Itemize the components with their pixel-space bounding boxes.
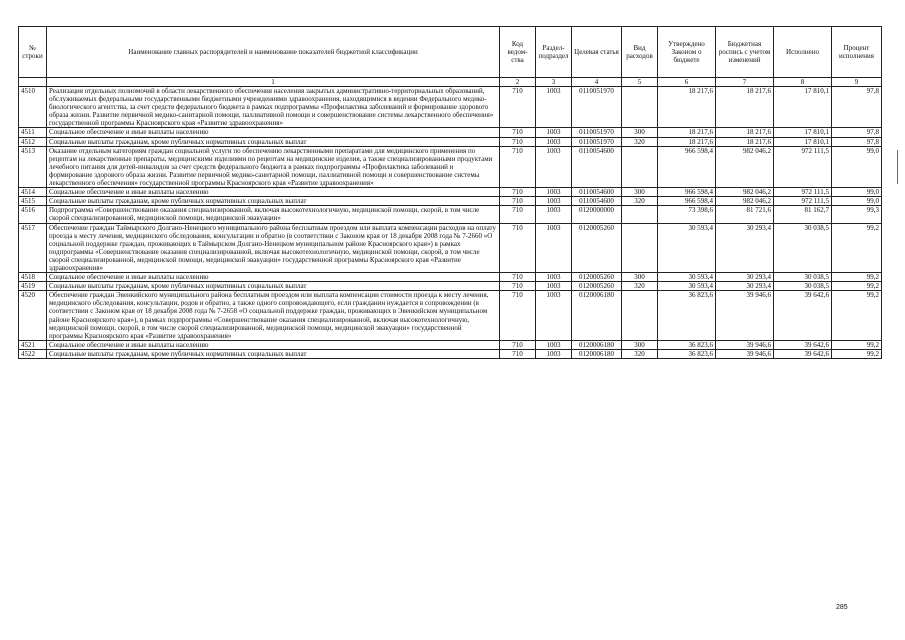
section-cell: 1003 [536,223,572,273]
target-article-cell: 0120006180 [572,349,622,358]
executed-amount-cell: 972 111,5 [774,188,832,197]
row-name-cell: Реализация отдельных полномочий в области лекарственного обеспечения населения закрытых административно-территориальных образований, обслуживаемых федеральными государственными бюджетными учреждениями здравоохранения, находящимися в ведении Федерального медико-биологического агентства, за счет средств федерального бюджета в рамках подпрограммы «Профилактика заболеваний и формирование здорового образа жизни. Развитие первичной медико-санитарной помощи, паллиативной помощи и совершенствование системы лекарственного обеспечения» государственной программы Красноярского края «Развитие здравоохранения» [47,87,500,128]
row-number-cell: 4519 [19,282,47,291]
section-cell: 1003 [536,282,572,291]
approved-amount-cell: 36 823,6 [658,349,716,358]
row-name-cell: Социальные выплаты гражданам, кроме публичных нормативных социальных выплат [47,137,500,146]
approved-amount-cell: 30 593,4 [658,282,716,291]
dept-code-cell: 710 [500,282,536,291]
row-number-cell: 4517 [19,223,47,273]
approved-amount-cell: 966 598,4 [658,188,716,197]
schedule-amount-cell: 982 046,2 [716,197,774,206]
schedule-amount-cell: 18 217,6 [716,137,774,146]
executed-amount-cell: 17 810,1 [774,137,832,146]
dept-code-cell: 710 [500,197,536,206]
table-body [19,87,882,359]
dept-code-cell: 710 [500,291,536,341]
percent-cell: 97,8 [832,87,882,128]
table-row [19,282,882,291]
column-number: 2 [500,78,536,87]
executed-amount-cell: 972 111,5 [774,146,832,187]
row-name-cell: Обеспечение граждан Таймырского Долгано-Ненецкого муниципального района бесплатным проездом или выплата компенсации расходов на оплату проезда к месту лечения, медицинского обследования, консультации и обратно (в соответствии с Законом края от 18 декабря 2008 года № 7-2660 «О социальной поддержке граждан, проживающих в Таймырском Долгано-Ненецком муниципальном районе Красноярского края») в рамках подпрограммы «Совершенствование оказания специализированной, включая высокотехнологичную, медицинской помощи, скорой, в том числе скорой специализированной, медицинской помощи, медицинской эвакуации» государственной программы Красноярского края «Развитие здравоохранения» [47,223,500,273]
table-row [19,87,882,128]
executed-amount-cell: 17 810,1 [774,87,832,128]
schedule-amount-cell: 39 946,6 [716,291,774,341]
row-number-cell: 4512 [19,137,47,146]
column-number-row [19,78,882,87]
row-number-cell: 4516 [19,206,47,223]
dept-code-cell: 710 [500,349,536,358]
row-number-cell: 4514 [19,188,47,197]
column-number: 7 [716,78,774,87]
target-article-cell: 0110054600 [572,188,622,197]
row-name-cell: Социальные выплаты гражданам, кроме публичных нормативных социальных выплат [47,197,500,206]
target-article-cell: 0120006180 [572,340,622,349]
expense-kind-cell: 300 [622,188,658,197]
expense-kind-cell [622,146,658,187]
column-number: 8 [774,78,832,87]
target-article-cell: 0110054600 [572,197,622,206]
expense-kind-cell [622,206,658,223]
percent-cell: 99,0 [832,188,882,197]
expense-kind-cell: 320 [622,137,658,146]
column-number: 9 [832,78,882,87]
column-number: 5 [622,78,658,87]
percent-cell: 99,2 [832,291,882,341]
executed-amount-cell: 39 642,6 [774,349,832,358]
schedule-amount-cell: 18 217,6 [716,87,774,128]
percent-cell: 99,2 [832,273,882,282]
expense-kind-cell: 300 [622,340,658,349]
header-target-article: Целевая статья [572,27,622,78]
executed-amount-cell: 30 038,5 [774,273,832,282]
row-number-cell: 4513 [19,146,47,187]
table-row [19,273,882,282]
header-executed: Исполнено [774,27,832,78]
table-row [19,349,882,358]
scan-edge-mark [897,150,898,184]
row-number-cell: 4511 [19,128,47,137]
percent-cell: 99,0 [832,146,882,187]
target-article-cell: 0110051970 [572,137,622,146]
executed-amount-cell: 17 810,1 [774,128,832,137]
header-expense-kind: Вид расходов [622,27,658,78]
column-number [19,78,47,87]
executed-amount-cell: 972 111,5 [774,197,832,206]
table-row [19,223,882,273]
executed-amount-cell: 81 162,7 [774,206,832,223]
dept-code-cell: 710 [500,340,536,349]
schedule-amount-cell: 18 217,6 [716,128,774,137]
approved-amount-cell: 18 217,6 [658,87,716,128]
header-approved: Утверждено Законом о бюджете [658,27,716,78]
expense-kind-cell: 320 [622,197,658,206]
dept-code-cell: 710 [500,87,536,128]
section-cell: 1003 [536,349,572,358]
schedule-amount-cell: 39 946,6 [716,340,774,349]
section-cell: 1003 [536,197,572,206]
row-name-cell: Обеспечение граждан Эвенкийского муниципального района бесплатным проездом или выплата компенсации стоимости проезда к месту лечения, медицинского обследования, консультации, родов и обратно, а также одного сопровождающего, если гражданин нуждается в сопровождении (в соответствии с Законом края от 18 декабря 2008 года № 7-2658 «О социальной поддержке граждан, проживающих в Эвенкийском муниципальном районе Красноярского края»), в рамках подпрограммы «Совершенствование оказания специализированной, включая высокотехнологичную, медицинской помощи, скорой, в том числе скорой специализированной, медицинской помощи, медицинской эвакуации» государственной программы Красноярского края «Развитие здравоохранения» [47,291,500,341]
row-name-cell: Оказание отдельным категориям граждан социальной услуги по обеспечению лекарственными препаратами для медицинского применения по рецептам на лекарственные препараты, медицинскими изделиями по рецептам на медицинские изделия, а также специализированными продуктами лечебного питания для детей-инвалидов за счет средств федерального бюджета в рамках подпрограммы «Профилактика заболеваний и формирование здорового образа жизни. Развитие первичной медико-санитарной помощи, паллиативной помощи и совершенствование системы лекарственного обеспечения» государственной программы Красноярского края «Развитие здравоохранения» [47,146,500,187]
column-number: 1 [47,78,500,87]
schedule-amount-cell: 30 293,4 [716,223,774,273]
dept-code-cell: 710 [500,188,536,197]
section-cell: 1003 [536,87,572,128]
header-schedule: Бюджетная роспись с учетом изменений [716,27,774,78]
section-cell: 1003 [536,273,572,282]
table-row [19,137,882,146]
percent-cell: 99,0 [832,197,882,206]
table-row [19,128,882,137]
section-cell: 1003 [536,188,572,197]
column-number: 4 [572,78,622,87]
target-article-cell: 0120006180 [572,291,622,341]
row-name-cell: Социальное обеспечение и иные выплаты населению [47,340,500,349]
row-name-cell: Социальное обеспечение и иные выплаты населению [47,128,500,137]
schedule-amount-cell: 30 293,4 [716,273,774,282]
row-name-cell: Социальное обеспечение и иные выплаты населению [47,188,500,197]
column-number: 6 [658,78,716,87]
target-article-cell: 0110051970 [572,128,622,137]
dept-code-cell: 710 [500,273,536,282]
approved-amount-cell: 36 823,6 [658,340,716,349]
section-cell: 1003 [536,340,572,349]
target-article-cell: 0110051970 [572,87,622,128]
expense-kind-cell: 320 [622,282,658,291]
expense-kind-cell: 320 [622,349,658,358]
table-row [19,340,882,349]
row-name-cell: Социальные выплаты гражданам, кроме публичных нормативных социальных выплат [47,349,500,358]
approved-amount-cell: 30 593,4 [658,223,716,273]
percent-cell: 97,8 [832,137,882,146]
section-cell: 1003 [536,206,572,223]
percent-cell: 99,2 [832,340,882,349]
dept-code-cell: 710 [500,137,536,146]
schedule-amount-cell: 982 046,2 [716,146,774,187]
approved-amount-cell: 30 593,4 [658,273,716,282]
approved-amount-cell: 73 398,6 [658,206,716,223]
target-article-cell: 0110054600 [572,146,622,187]
row-name-cell: Социальное обеспечение и иные выплаты населению [47,273,500,282]
row-number-cell: 4515 [19,197,47,206]
schedule-amount-cell: 81 721,6 [716,206,774,223]
row-name-cell: Подпрограмма «Совершенствование оказания специализированной, включая высокотехнологичную, медицинской помощи, скорой, в том числе скорой специализированной, медицинской помощи, медицинской эвакуации» [47,206,500,223]
section-cell: 1003 [536,291,572,341]
table-row [19,146,882,187]
table-row [19,197,882,206]
dept-code-cell: 710 [500,206,536,223]
dept-code-cell: 710 [500,128,536,137]
expense-kind-cell [622,291,658,341]
dept-code-cell: 710 [500,223,536,273]
section-cell: 1003 [536,146,572,187]
target-article-cell: 0120005260 [572,282,622,291]
expense-kind-cell [622,87,658,128]
executed-amount-cell: 30 038,5 [774,282,832,291]
header-name: Наименование главных распорядителей и наименование показателей бюджетной классификации [47,27,500,78]
header-row [19,27,882,78]
column-number: 3 [536,78,572,87]
approved-amount-cell: 966 598,4 [658,197,716,206]
header-section: Раздел-подраздел [536,27,572,78]
table-row [19,188,882,197]
header-dept-code: Код ведом-ства [500,27,536,78]
expense-kind-cell [622,223,658,273]
row-number-cell: 4510 [19,87,47,128]
approved-amount-cell: 18 217,6 [658,128,716,137]
percent-cell: 99,2 [832,282,882,291]
header-row-number: № строки [19,27,47,78]
table-row [19,291,882,341]
schedule-amount-cell: 39 946,6 [716,349,774,358]
page-number: 285 [836,604,848,611]
row-name-cell: Социальные выплаты гражданам, кроме публичных нормативных социальных выплат [47,282,500,291]
dept-code-cell: 710 [500,146,536,187]
row-number-cell: 4522 [19,349,47,358]
row-number-cell: 4520 [19,291,47,341]
row-number-cell: 4518 [19,273,47,282]
target-article-cell: 0120005260 [572,223,622,273]
approved-amount-cell: 18 217,6 [658,137,716,146]
expense-kind-cell: 300 [622,128,658,137]
header-percent: Процент исполнения [832,27,882,78]
executed-amount-cell: 39 642,6 [774,340,832,349]
executed-amount-cell: 30 038,5 [774,223,832,273]
approved-amount-cell: 36 823,6 [658,291,716,341]
executed-amount-cell: 39 642,6 [774,291,832,341]
section-cell: 1003 [536,137,572,146]
target-article-cell: 0120005260 [572,273,622,282]
target-article-cell: 0120000000 [572,206,622,223]
expense-kind-cell: 300 [622,273,658,282]
row-number-cell: 4521 [19,340,47,349]
percent-cell: 99,3 [832,206,882,223]
approved-amount-cell: 966 598,4 [658,146,716,187]
section-cell: 1003 [536,128,572,137]
percent-cell: 99,2 [832,349,882,358]
percent-cell: 97,8 [832,128,882,137]
table-row [19,206,882,223]
schedule-amount-cell: 982 046,2 [716,188,774,197]
schedule-amount-cell: 30 293,4 [716,282,774,291]
budget-execution-table [18,26,882,359]
percent-cell: 99,2 [832,223,882,273]
